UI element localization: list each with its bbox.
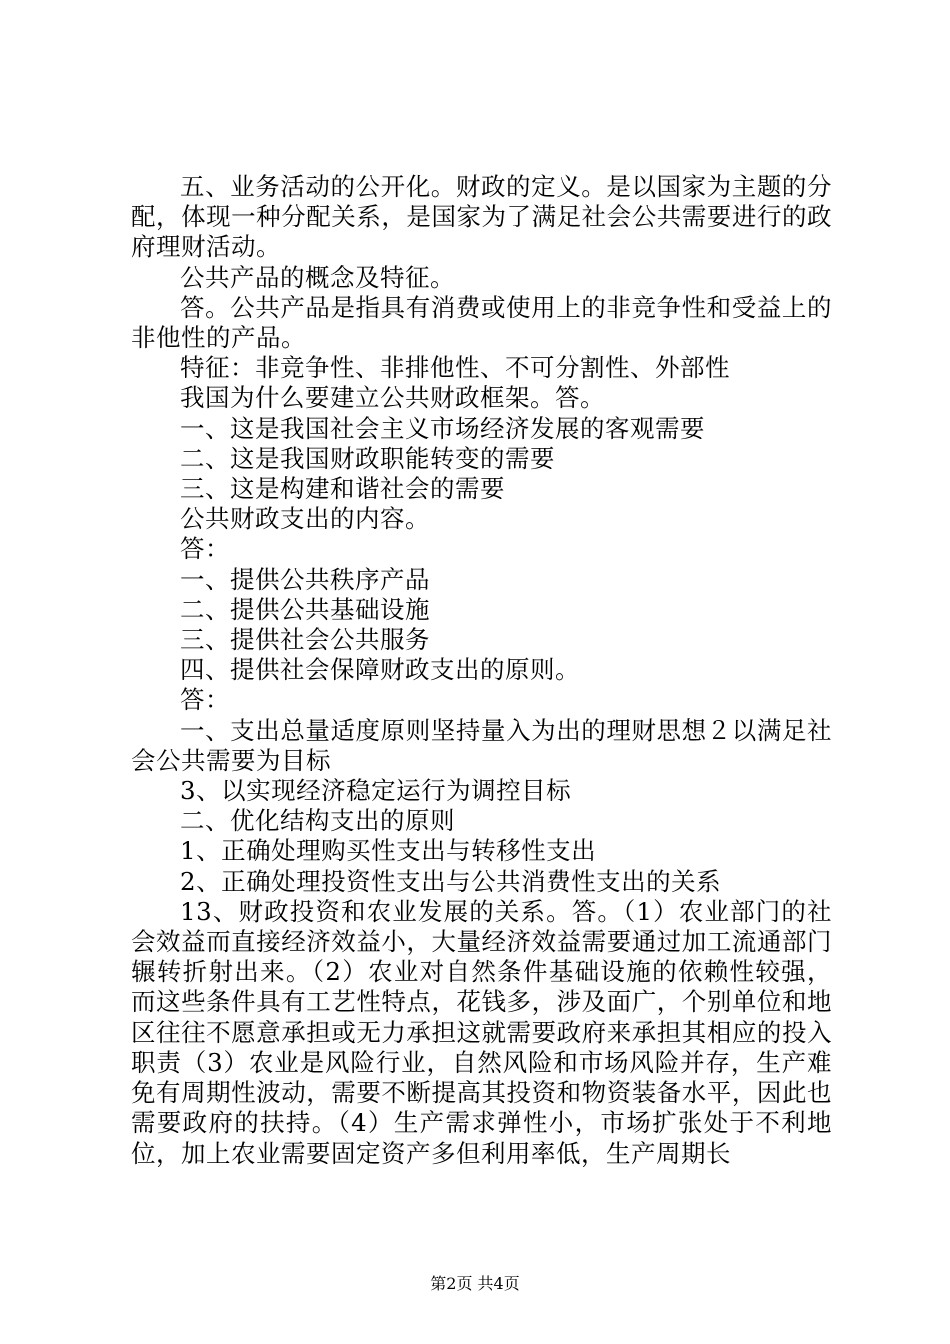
paragraph: 答： xyxy=(180,534,230,564)
paragraph: 我国为什么要建立公共财政框架。答。 xyxy=(180,383,605,413)
paragraph: 公共产品的概念及特征。 xyxy=(180,262,455,292)
paragraph: 四、提供社会保障财政支出的原则。 xyxy=(180,655,580,685)
paragraph: 特征：非竞争性、非排他性、不可分割性、外部性 xyxy=(180,353,730,383)
paragraph: 2、正确处理投资性支出与公共消费性支出的关系 xyxy=(180,866,722,896)
page-number-label: 第2页 共4页 xyxy=(430,1274,520,1293)
paragraph: 3、以实现经济稳定运行为调控目标 xyxy=(180,776,572,806)
paragraph: 二、提供公共基础设施 xyxy=(180,594,430,624)
paragraph: 一、支出总量适度原则坚持量入为出的理财思想２以满足社会公共需要为目标 xyxy=(131,715,832,775)
paragraph: 答。公共产品是指具有消费或使用上的非竞争性和受益上的非他性的产品。 xyxy=(131,292,832,353)
paragraph: 三、提供社会公共服务 xyxy=(180,625,430,655)
paragraph: 1、正确处理购买性支出与转移性支出 xyxy=(180,836,597,866)
paragraph: 13、财政投资和农业发展的关系。答。（1）农业部门的社会效益而直接经济效益小，大量经济效益需要通过加工流通部门辗转折射出来。（2）农业对自然条件基础设施的依赖性较强，而这些条件具有工艺性特点，花钱多，涉及面广，个别单位和地区往往不愿意承担或无力承担这就需要政府来承担其相应的投入职责（3）农业是风险行业，自然风险和市场风险并存，生产难免有周期性波动，需要不断提高其投资和物资装备水平，因此也需要政府的扶持。（4）生产需求弹性小，市场扩张处于不利地位，加上农业需要固定资产多但利用率低，生产周期长 xyxy=(131,896,832,1168)
paragraph: 一、提供公共秩序产品 xyxy=(180,564,430,594)
paragraph: 二、这是我国财政职能转变的需要 xyxy=(180,443,555,473)
paragraph: 公共财政支出的内容。 xyxy=(180,504,430,534)
paragraph: 五、业务活动的公开化。财政的定义。是以国家为主题的分配，体现一种分配关系，是国家为了满足社会公共需要进行的政府理财活动。 xyxy=(131,172,832,262)
paragraph: 答： xyxy=(180,685,230,715)
paragraph: 一、这是我国社会主义市场经济发展的客观需要 xyxy=(180,413,705,443)
paragraph: 二、优化结构支出的原则 xyxy=(180,806,455,836)
page-footer xyxy=(0,1271,950,1294)
document-body xyxy=(131,172,832,1169)
paragraph: 三、这是构建和谐社会的需要 xyxy=(180,474,505,504)
